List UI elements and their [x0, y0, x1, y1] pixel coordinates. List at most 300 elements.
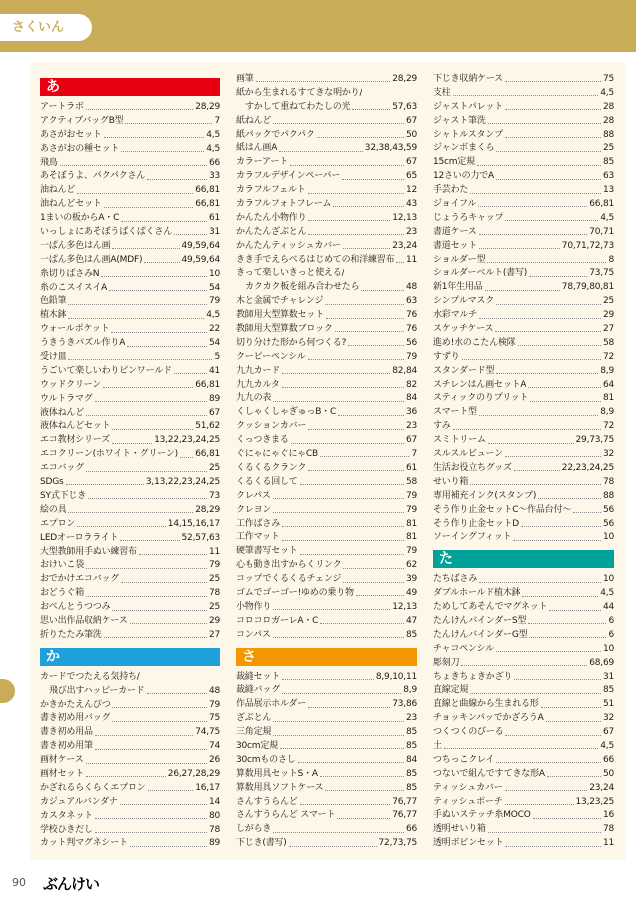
index-entry — [40, 824, 220, 838]
entry-pages: 16 — [602, 810, 614, 821]
entry-pages: 79 — [405, 490, 417, 501]
dot-leader — [120, 804, 207, 805]
entry-pages: 63 — [405, 296, 417, 307]
entry-name: おどうぐ箱 — [40, 588, 85, 599]
dot-leader — [95, 735, 193, 736]
entry-pages: 51 — [602, 699, 614, 710]
dot-leader — [478, 206, 587, 207]
index-entry — [433, 142, 614, 156]
entry-pages: 11 — [602, 838, 614, 849]
entry-name: 工作マット — [236, 532, 280, 543]
index-entry — [236, 115, 417, 129]
dot-leader — [505, 804, 574, 805]
entry-pages: 3,13,22,23,24,25 — [145, 477, 220, 488]
entry-name: 裁縫セット — [236, 671, 281, 682]
index-entry — [433, 184, 614, 198]
entry-name: おべんとうつつみ — [40, 602, 111, 613]
entry-name: 飛び出すハッピーカード — [49, 685, 145, 696]
dot-leader — [356, 595, 404, 596]
entry-name: スミトリーム — [433, 435, 486, 446]
entry-pages: 11 — [208, 546, 220, 557]
dot-leader — [112, 443, 152, 444]
index-entry — [236, 490, 417, 504]
entry-name: スケッチケース — [433, 324, 494, 335]
entry-pages: 81 — [405, 518, 417, 529]
index-entry — [433, 698, 614, 712]
index-entry — [236, 323, 417, 337]
dot-leader — [533, 818, 601, 819]
entry-name: ショルダー型 — [433, 254, 486, 265]
entry-name: きき手でえらべるはじめての和洋練習布 — [236, 254, 395, 265]
index-entry — [40, 268, 220, 282]
entry-pages: 75 — [208, 713, 220, 724]
index-entry — [433, 267, 614, 281]
index-column-2 — [236, 73, 417, 851]
index-entry — [40, 420, 220, 434]
dot-leader — [505, 137, 601, 138]
index-entry — [236, 518, 417, 532]
index-entry — [40, 101, 220, 115]
entry-name: 受け皿 — [40, 352, 67, 363]
entry-pages: 72,73,75 — [378, 838, 417, 849]
dot-leader — [479, 248, 560, 249]
dot-leader — [505, 81, 601, 82]
entry-pages: 25 — [602, 143, 614, 154]
dot-leader — [180, 457, 193, 458]
index-entry — [40, 615, 220, 629]
index-entry — [40, 685, 220, 699]
dot-leader — [573, 512, 601, 513]
entry-name: 15cm定規 — [433, 157, 475, 168]
entry-name: 一ぱん多色はん画A(MDF) — [40, 254, 143, 265]
dot-leader — [308, 234, 404, 235]
index-entry — [433, 629, 614, 643]
entry-name: 折りたたみ筆洗 — [40, 629, 102, 640]
index-entry — [433, 823, 614, 837]
entry-pages: 72 — [602, 421, 614, 432]
entry-pages: 4,5 — [600, 740, 614, 751]
index-entry — [433, 392, 614, 406]
entry-name: クレパス — [236, 490, 271, 501]
entry-name: カジュアルバンダナ — [40, 796, 118, 807]
entry-name: 生活お役立ちグッズ — [433, 462, 512, 473]
entry-pages: 4,5 — [600, 588, 614, 599]
entry-pages: 85 — [602, 685, 614, 696]
entry-name: 進め!水のこたん検隊 — [433, 337, 516, 348]
dot-leader — [342, 179, 404, 180]
entry-name: SY式下じき — [40, 490, 87, 501]
entry-name: ソーイングフィット — [433, 532, 512, 543]
entry-pages: 8,9,10,11 — [375, 671, 417, 682]
dot-leader — [496, 304, 601, 305]
entry-name: 30cm定規 — [236, 740, 278, 751]
index-entry — [40, 768, 220, 782]
entry-pages: 23 — [405, 713, 417, 724]
index-entry — [433, 254, 614, 268]
index-entry — [236, 545, 417, 559]
index-entry — [40, 782, 220, 796]
entry-pages: 43 — [405, 199, 417, 210]
entry-pages: 31 — [208, 227, 220, 238]
dot-leader — [86, 109, 194, 110]
index-entry — [236, 129, 417, 143]
index-entry — [236, 240, 417, 254]
entry-name: カラフルフェルト — [236, 185, 306, 196]
entry-pages: 81 — [405, 532, 417, 543]
entry-name: きって楽しいきっと使える/ — [236, 268, 345, 279]
entry-pages: 7 — [214, 115, 220, 126]
dot-leader — [326, 318, 404, 319]
index-entry — [236, 365, 417, 379]
entry-name: かんたん小物作り — [236, 212, 307, 223]
entry-name: さんすうらんど — [236, 796, 298, 807]
dot-leader — [88, 498, 207, 499]
dot-leader — [477, 165, 601, 166]
entry-pages: 57,63 — [392, 101, 417, 112]
dot-leader — [139, 554, 207, 555]
section-heading — [40, 78, 220, 96]
entry-name: 色鉛筆 — [40, 296, 67, 307]
entry-name: 糸のこスイスイA — [40, 282, 108, 293]
index-entry — [236, 601, 417, 615]
index-entry — [433, 476, 614, 490]
entry-pages: 22 — [208, 324, 220, 335]
index-entry — [236, 226, 417, 240]
entry-name: 画材ケース — [40, 755, 84, 766]
entry-name: クーピーペンシル — [236, 351, 306, 362]
dot-leader — [104, 137, 205, 138]
dot-leader — [513, 540, 601, 541]
entry-name: 手芸わた — [433, 185, 469, 196]
entry-pages: 70,71 — [589, 226, 614, 237]
entry-pages: 51,62 — [195, 421, 220, 432]
index-entry — [433, 504, 614, 518]
dot-leader — [444, 748, 598, 749]
entry-name: コロコロガーレA・C — [236, 615, 319, 626]
entry-name: 書き初め用品 — [40, 727, 93, 738]
entry-pages: 66,81 — [195, 379, 220, 390]
entry-pages: 10 — [602, 574, 614, 585]
entry-pages: 14,15,16,17 — [167, 518, 220, 529]
index-entry — [433, 240, 614, 254]
dot-leader — [174, 373, 207, 374]
entry-name: 12さいの力でA — [433, 171, 495, 182]
entry-pages: 50 — [602, 768, 614, 779]
entry-pages: 74,75 — [195, 727, 220, 738]
entry-name: 糸切りばさみN — [40, 268, 100, 279]
dot-leader — [112, 429, 193, 430]
dot-leader — [470, 693, 601, 694]
dot-leader — [317, 137, 404, 138]
index-entry — [40, 504, 220, 518]
entry-name: くるくる回して — [236, 476, 298, 487]
entry-name: おでかけエコバッグ — [40, 574, 120, 585]
entry-pages: 78 — [208, 588, 220, 599]
section-heading — [40, 648, 220, 666]
index-entry — [433, 323, 614, 337]
dot-leader — [291, 443, 404, 444]
entry-name: うきうきパズル作りA — [40, 338, 126, 349]
dot-leader — [86, 776, 166, 777]
index-entry — [236, 768, 417, 782]
entry-name: ためしてあそんでマグネット — [433, 602, 548, 613]
dot-leader — [505, 109, 601, 110]
dot-leader — [338, 415, 404, 416]
dot-leader — [461, 665, 587, 666]
index-entry — [236, 823, 417, 837]
index-entry — [236, 184, 417, 198]
entry-pages: 76,77 — [392, 810, 417, 821]
index-entry — [236, 476, 417, 490]
dot-leader — [470, 484, 601, 485]
entry-name: くしゃくしゃぎゅっB・C — [236, 407, 337, 418]
entry-pages: 67 — [602, 727, 614, 738]
entry-pages: 5 — [214, 352, 220, 363]
entry-pages: 61 — [405, 462, 417, 473]
index-entry — [40, 837, 220, 851]
entry-pages: 22,23,24,25 — [561, 462, 614, 473]
entry-pages: 76 — [405, 310, 417, 321]
entry-name: 30cmものさし — [236, 754, 296, 765]
entry-name: ちょきちょきかざり — [433, 671, 513, 682]
entry-pages: 73 — [208, 490, 220, 501]
dot-leader — [361, 290, 404, 291]
entry-name: かんたんざぶとん — [236, 226, 307, 237]
entry-name: カクカク板を組み合わせたら — [245, 282, 360, 293]
index-entry — [433, 351, 614, 365]
entry-pages: 11 — [405, 254, 417, 265]
entry-name: 一ぱん多色はん画 — [40, 240, 111, 251]
entry-name: たちばさみ — [433, 574, 478, 585]
index-entry — [236, 281, 417, 295]
entry-name: あさがおセット — [40, 129, 102, 140]
entry-name: つくつくのびーる — [433, 727, 504, 738]
dot-leader — [101, 276, 207, 277]
entry-pages: 79 — [405, 351, 417, 362]
dot-leader — [320, 776, 404, 777]
index-entry — [236, 309, 417, 323]
entry-pages: 48 — [208, 685, 220, 696]
entry-name: すかして重ねてわたしの光 — [245, 101, 351, 112]
index-entry — [433, 198, 614, 212]
index-entry — [433, 462, 614, 476]
index-entry — [40, 282, 220, 296]
entry-name: 彫刻刀 — [433, 657, 460, 668]
entry-name: ウォールポケット — [40, 324, 110, 335]
entry-pages: 80 — [208, 810, 220, 821]
dot-leader — [308, 359, 404, 360]
brand-logo: ぶんけい — [43, 875, 100, 893]
dot-leader — [514, 470, 560, 471]
entry-pages: 39 — [405, 574, 417, 585]
index-entry — [433, 726, 614, 740]
entry-pages: 28 — [602, 101, 614, 112]
entry-name: カット判マグネシート — [40, 838, 128, 849]
index-entry — [40, 490, 220, 504]
entry-name: 支柱 — [433, 87, 451, 98]
entry-pages: 29 — [602, 310, 614, 321]
entry-name: 透明せいり箱 — [433, 824, 486, 835]
entry-name: 書道ケース — [433, 226, 477, 237]
entry-pages: 23,24 — [392, 240, 417, 251]
dot-leader — [538, 498, 601, 499]
dot-leader — [148, 790, 194, 791]
entry-name: 油ねんどセット — [40, 199, 102, 210]
index-entry — [40, 754, 220, 768]
index-entry — [40, 726, 220, 740]
entry-pages: 23 — [405, 226, 417, 237]
entry-name: 心も動き出すからくリンク — [236, 560, 342, 571]
index-entry — [236, 754, 417, 768]
dot-leader — [522, 596, 598, 597]
entry-name: 教師用大型算数セット — [236, 310, 325, 321]
entry-pages: 67 — [405, 115, 417, 126]
index-entry — [236, 796, 417, 810]
index-entry — [40, 740, 220, 754]
entry-name: 下じき収納ケース — [433, 74, 503, 84]
dot-leader — [530, 401, 601, 402]
dot-leader — [282, 526, 404, 527]
dot-leader — [127, 346, 207, 347]
index-entry — [40, 434, 220, 448]
entry-pages: 56 — [602, 518, 614, 529]
entry-pages: 23,24 — [589, 782, 614, 793]
index-entry — [236, 615, 417, 629]
dot-leader — [279, 151, 363, 152]
entry-name: ジャンボまくら — [433, 143, 495, 154]
dot-leader — [352, 109, 390, 110]
entry-pages: 28,29 — [195, 102, 220, 112]
index-entry — [433, 657, 614, 671]
entry-pages: 61 — [208, 213, 220, 224]
dot-leader — [86, 568, 207, 569]
entry-pages: 85 — [405, 782, 417, 793]
index-entry — [433, 87, 614, 101]
entry-pages: 4,5 — [600, 87, 614, 98]
entry-name: つないで組んですてきな形A — [433, 768, 545, 779]
index-entry — [40, 226, 220, 240]
entry-name: シャトルスタンプ — [433, 129, 503, 140]
dot-leader — [300, 484, 404, 485]
entry-pages: 88 — [602, 129, 614, 140]
entry-pages: 81 — [602, 393, 614, 404]
entry-name: 紙ねんど — [236, 115, 272, 126]
index-entry — [236, 726, 417, 740]
dot-leader — [547, 776, 601, 777]
dot-leader — [308, 220, 390, 221]
index-entry — [40, 365, 220, 379]
entry-pages: 26 — [208, 755, 220, 766]
entry-name: 紙から生まれるすてきな明かり/ — [236, 87, 363, 98]
entry-pages: 32 — [602, 713, 614, 724]
entry-pages: 67 — [405, 435, 417, 446]
dot-leader — [546, 721, 601, 722]
section-heading — [236, 648, 417, 666]
dot-leader — [505, 735, 601, 736]
entry-name: LEDオーロラライト — [40, 532, 119, 543]
index-entry — [433, 281, 614, 295]
entry-name: うごいて楽しいわりピンワールド — [40, 365, 172, 376]
dot-leader — [121, 221, 207, 222]
dot-leader — [104, 207, 194, 208]
index-entry — [236, 198, 417, 212]
entry-name: ティッシュポーチ — [433, 796, 503, 807]
entry-pages: 10 — [208, 268, 220, 279]
entry-name: いっしょにあそぼうぱくぱくさん — [40, 227, 173, 238]
entry-pages: 79 — [208, 699, 220, 710]
dot-leader — [273, 512, 404, 513]
entry-pages: 25 — [602, 296, 614, 307]
entry-pages: 29,73,75 — [575, 435, 614, 446]
entry-pages: 85 — [602, 157, 614, 168]
index-entry — [40, 295, 220, 309]
index-entry — [236, 684, 417, 698]
entry-pages: 72 — [602, 351, 614, 362]
dot-leader — [147, 693, 207, 694]
dot-leader — [343, 582, 404, 583]
dot-leader — [280, 748, 404, 749]
dot-leader — [130, 846, 207, 847]
entry-pages: 79 — [208, 296, 220, 307]
dot-leader — [125, 123, 212, 124]
entry-name: 九九の表 — [236, 393, 272, 404]
index-entry — [236, 170, 417, 184]
index-entry — [433, 365, 614, 379]
index-entry — [40, 323, 220, 337]
dot-leader — [528, 387, 601, 388]
index-entry — [236, 295, 417, 309]
entry-pages: 7 — [411, 449, 417, 460]
entry-name: ティッシュカバー — [433, 782, 503, 793]
entry-pages: 25 — [208, 602, 220, 613]
entry-pages: 13,23,25 — [575, 796, 614, 807]
dot-leader — [289, 846, 377, 847]
entry-name: 油ねんど — [40, 185, 76, 196]
index-entry — [40, 393, 220, 407]
entry-name: 学校ひきだし — [40, 824, 93, 835]
entry-pages: 14 — [208, 796, 220, 807]
entry-pages: 64 — [602, 379, 614, 390]
entry-name: スマート型 — [433, 407, 477, 418]
dot-leader — [290, 165, 404, 166]
index-entry — [236, 73, 417, 87]
entry-pages: 49,59,64 — [181, 240, 220, 251]
index-entry — [40, 532, 220, 546]
entry-name: つちっこクレイ — [433, 754, 495, 765]
entry-pages: 63 — [602, 171, 614, 182]
entry-pages: 66 — [602, 754, 614, 765]
entry-name: たんけんバインダーS型 — [433, 615, 527, 626]
entry-name: スティックのりプリット — [433, 393, 529, 404]
entry-pages: 67 — [208, 407, 220, 418]
index-entry — [433, 337, 614, 351]
entry-name: 紙はん画A — [236, 143, 278, 154]
entry-pages: 23 — [405, 421, 417, 432]
entry-pages: 58 — [602, 337, 614, 348]
entry-name: 新1年生用品 — [433, 282, 483, 293]
index-entry — [433, 518, 614, 532]
entry-name: 教師用大型算数ブロック — [236, 324, 333, 335]
dot-leader — [273, 401, 404, 402]
dot-leader — [505, 790, 588, 791]
entry-pages: 66,81 — [195, 185, 220, 196]
index-entry — [40, 240, 220, 254]
entry-pages: 28,29 — [195, 504, 220, 515]
page-title: さくいん — [12, 20, 65, 35]
entry-name: 手ぬいステッチ糸MOCO — [433, 810, 531, 821]
entry-name: エプロン — [40, 518, 76, 529]
dot-leader — [487, 262, 606, 263]
